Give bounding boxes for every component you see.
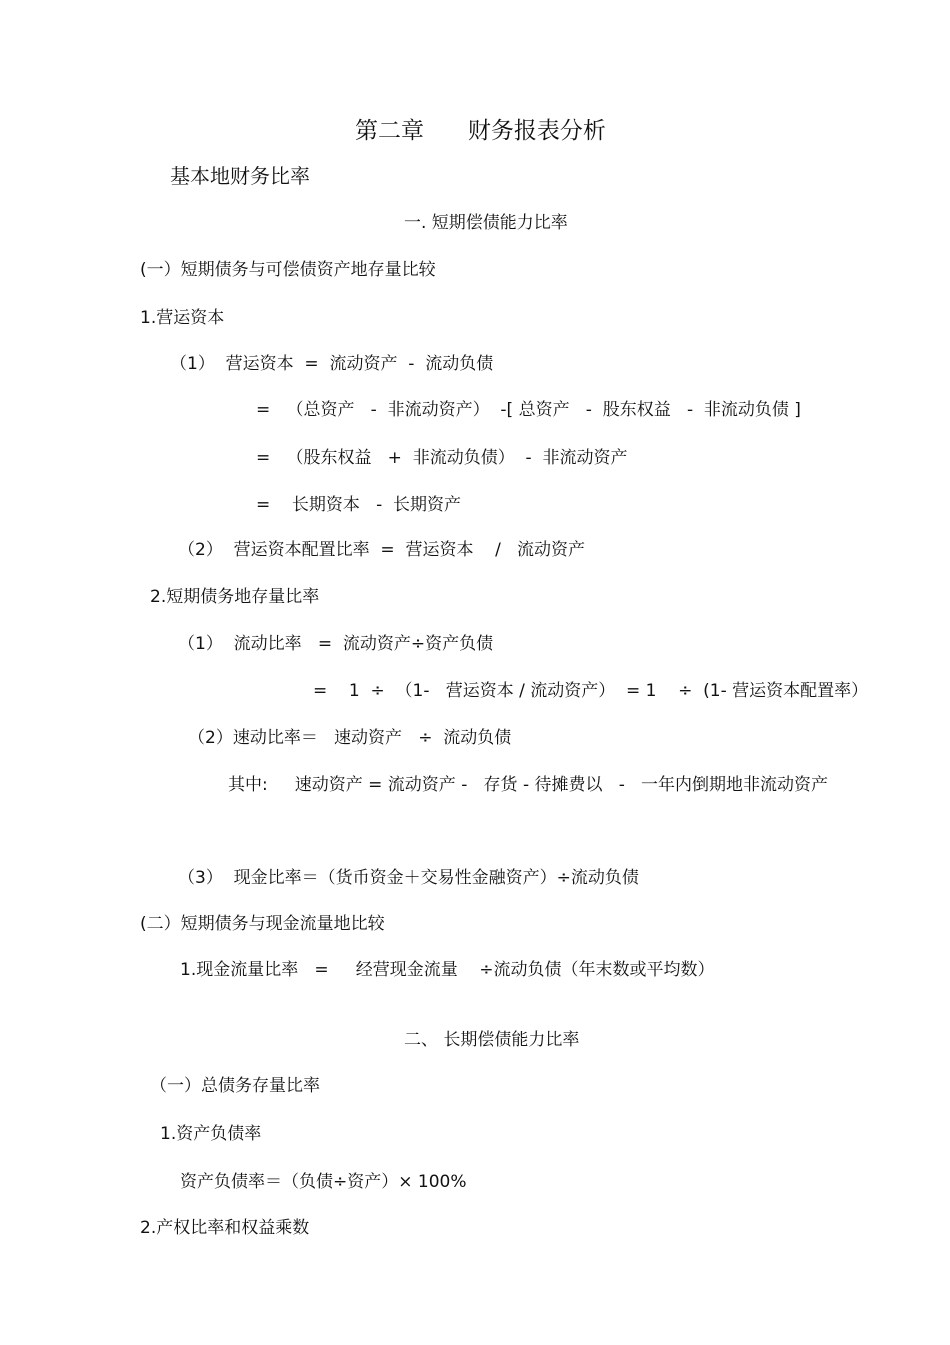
formula-cash-ratio: （3） 现金比率＝（货币资金＋交易性金融资产）÷流动负债 bbox=[178, 868, 639, 888]
formula-working-capital-ratio: （2） 营运资本配置比率 = 营运资本 / 流动资产 bbox=[178, 540, 586, 560]
section-subtitle: 基本地财务比率 bbox=[170, 164, 310, 188]
formula-quick-assets: 其中: 速动资产 = 流动资产 - 存货 - 待摊费以 - 一年内倒期地非流动资产 bbox=[228, 775, 829, 795]
heading-cash-flow-comparison: (二）短期债务与现金流量地比较 bbox=[140, 914, 385, 934]
formula-working-capital-3: = （股东权益 + 非流动负债） - 非流动资产 bbox=[256, 448, 628, 468]
formula-working-capital-2: = （总资产 - 非流动资产） -[ 总资产 - 股东权益 - 非流动负债 ] bbox=[256, 400, 801, 420]
item-debt-to-asset: 1.资产负债率 bbox=[160, 1124, 262, 1144]
chapter-title: 第二章 财务报表分析 bbox=[355, 118, 606, 144]
formula-quick-ratio: （2）速动比率＝ 速动资产 ÷ 流动负债 bbox=[188, 728, 512, 748]
item-equity-ratio: 2.产权比率和权益乘数 bbox=[140, 1218, 310, 1238]
heading-total-debt-stock: （一）总债务存量比率 bbox=[150, 1076, 320, 1096]
formula-debt-to-asset: 资产负债率＝（负债÷资产）× 100% bbox=[180, 1172, 467, 1192]
formula-cash-flow-ratio: 1.现金流量比率 = 经营现金流量 ÷流动负债（年末数或平均数） bbox=[180, 960, 715, 980]
heading-long-term-solvency: 二、 长期偿债能力比率 bbox=[404, 1030, 580, 1050]
formula-working-capital-4: = 长期资本 - 长期资产 bbox=[256, 495, 462, 515]
formula-current-ratio-2: = 1 ÷ （1- 营运资本 / 流动资产） = 1 ÷ (1- 营运资本配置率） bbox=[313, 681, 869, 701]
formula-current-ratio: （1） 流动比率 = 流动资产÷资产负债 bbox=[178, 634, 494, 654]
formula-working-capital-1: （1） 营运资本 = 流动资产 - 流动负债 bbox=[170, 354, 494, 374]
item-working-capital: 1.营运资本 bbox=[140, 308, 225, 328]
heading-stock-comparison: (一）短期债务与可偿债资产地存量比较 bbox=[140, 260, 436, 280]
heading-short-term-solvency: 一. 短期偿债能力比率 bbox=[404, 213, 568, 233]
item-short-term-debt-ratio: 2.短期债务地存量比率 bbox=[150, 587, 320, 607]
